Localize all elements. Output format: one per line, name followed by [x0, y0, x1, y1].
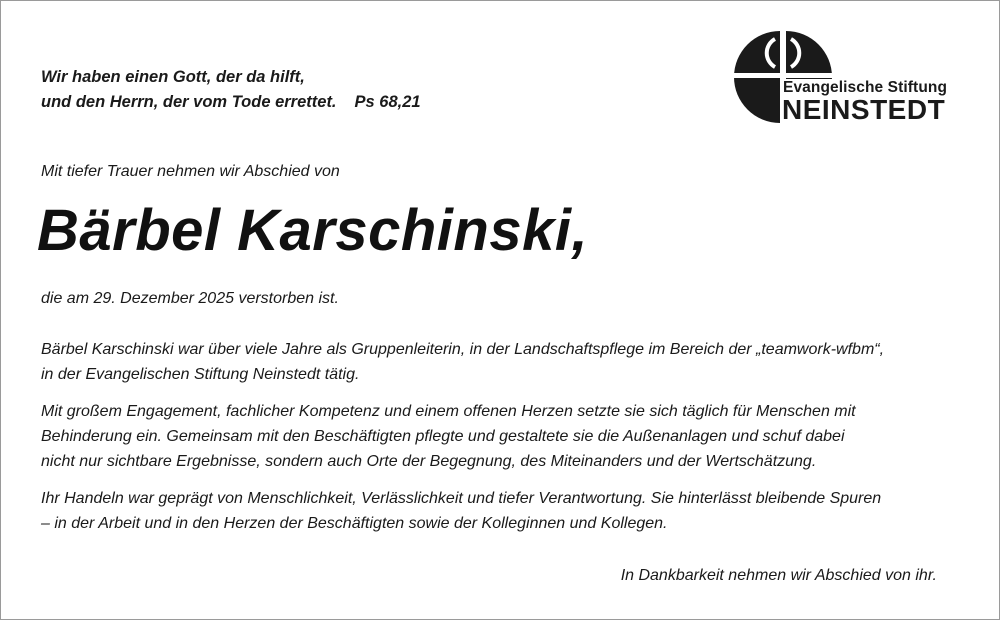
- death-date-text: die am 29. Dezember 2025 verstorben ist.: [41, 290, 339, 307]
- paragraph-2: [41, 399, 856, 474]
- deceased-name: Bärbel Karschinski,: [37, 198, 589, 263]
- verse-line-1: Wir haben einen Gott, der da hilft,: [41, 68, 305, 86]
- bible-verse: [41, 65, 421, 115]
- closing-text: In Dankbarkeit nehmen wir Abschied von ihr.: [620, 567, 937, 584]
- paragraph-line: Bärbel Karschinski war über viele Jahre als Gruppenleiterin, in der Landschaftspflege im Bereich der „teamwork-wfbm“,: [41, 341, 885, 358]
- organization-name-line-1: Evangelische Stiftung: [783, 79, 948, 96]
- organization-logo: [733, 29, 973, 129]
- organization-name-line-2: NEINSTEDT: [782, 94, 946, 125]
- verse-reference: Ps 68,21: [354, 93, 421, 111]
- verse-line-2-text: und den Herrn, der vom Tode errettet.: [41, 93, 337, 111]
- paragraph-1: [41, 337, 884, 387]
- paragraph-3: [41, 486, 881, 536]
- paragraph-line: nicht nur sichtbare Ergebnisse, sondern auch Orte der Begegnung, des Miteinanders und der Wertschätzung.: [41, 453, 817, 470]
- paragraph-line: – in der Arbeit und in den Herzen der Beschäftigten sowie der Kolleginnen und Kollegen.: [41, 515, 668, 532]
- paragraph-line: Mit großem Engagement, fachlicher Kompetenz und einem offenen Herzen setzte sie sich täglich für Menschen mit: [41, 403, 856, 420]
- intro-text: Mit tiefer Trauer nehmen wir Abschied von: [41, 163, 340, 180]
- paragraph-line: in der Evangelischen Stiftung Neinstedt tätig.: [41, 366, 360, 383]
- verse-line-2: [41, 90, 421, 115]
- paragraph-line: Behinderung ein. Gemeinsam mit den Beschäftigten pflegte und gestaltete sie die Außenanlagen und schuf dabei: [41, 428, 845, 445]
- paragraph-line: Ihr Handeln war geprägt von Menschlichkeit, Verlässlichkeit und tiefer Verantwortung. Sie hinterlässt bleibende Spuren: [41, 490, 882, 507]
